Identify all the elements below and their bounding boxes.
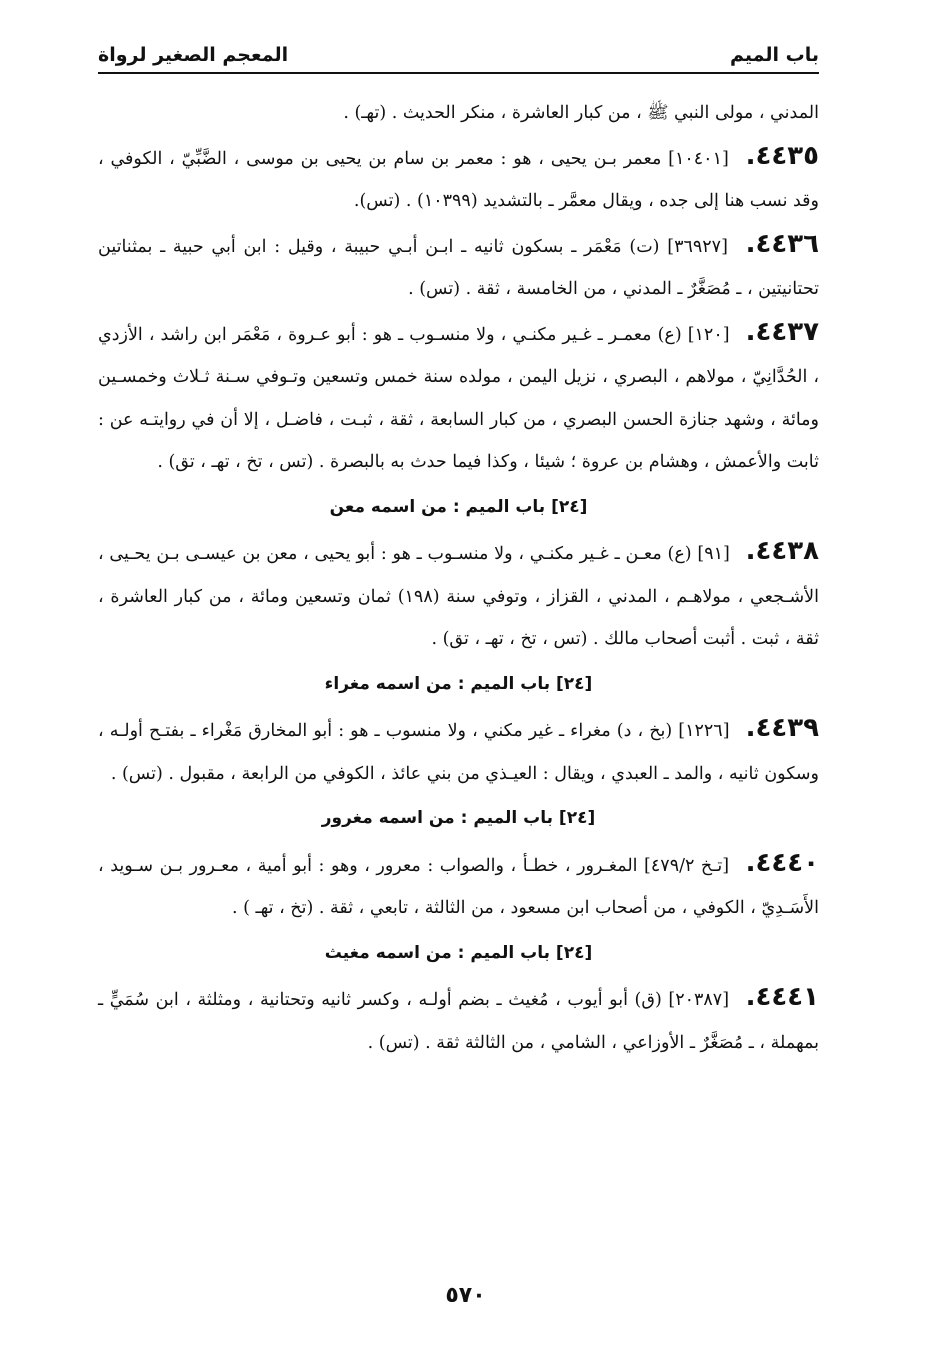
entry-text: [١٢٢٦] (بخ ، د) مغراء ـ غير مكني ، ولا منسوب ـ هو : أبو المخارق مَغْراء ـ بفتـح أولـه ، وسكون ثانيه ، والمد ـ العبدي ، ويقال : العيـذي من بني عائذ ، الكوفي من الرابعة ، مقبول . (تس) . bbox=[98, 721, 819, 784]
entry-4440 bbox=[98, 842, 819, 930]
running-header bbox=[98, 38, 819, 74]
entry-4437 bbox=[98, 311, 819, 484]
entry-4441 bbox=[98, 976, 819, 1064]
section-heading-maghra: [٢٤] باب الميم : من اسمه مغراء bbox=[324, 673, 593, 694]
entry-number: ٤٤٣٥. bbox=[745, 140, 819, 171]
entry-text: [٢٠٣٨٧] (ق) أبو أيوب ، مُغيث ـ بضم أولـه ، وكسر ثانيه وتحتانية ، ومثلثة ، ابن سُمَيٍّ ـ بمهملة ، ـ مُصَغَّرٌ ـ الأوزاعي ، الشامي ، من الثالثة ثقة . (تس) . bbox=[98, 990, 819, 1053]
section-heading-maghrur: [٢٤] باب الميم : من اسمه مغرور bbox=[321, 808, 596, 828]
entry-4438 bbox=[98, 530, 819, 661]
entry-number: ٤٤٣٩. bbox=[745, 713, 819, 743]
entry-4435 bbox=[98, 135, 819, 223]
entry-number: ٤٤٣٧. bbox=[745, 316, 819, 347]
entry-text: [١٠٤٠١] معمر بـن يحيى ، هو : معمر بن سام بن يحيى بن موسى ، الضَّبِّيّ ، الكوفي ، وقد نسب هنا إلى جده ، ويقال معمَّر ـ بالتشديد (١٠٣٩٩) . (تس). bbox=[98, 148, 819, 211]
header-book-title: المعجم الصغير لرواة bbox=[98, 44, 289, 66]
header-chapter-title: باب الميم bbox=[729, 44, 819, 66]
entry-number: ٤٤٣٨. bbox=[745, 536, 819, 566]
entry-4439 bbox=[98, 707, 819, 795]
section-heading-mughith: [٢٤] باب الميم : من اسمه مغيث bbox=[324, 942, 593, 963]
entry-number: ٤٤٣٦. bbox=[745, 228, 819, 259]
entry-text: [١٢٠] (ع) معمـر ـ غـير مكنـي ، ولا منسـوب ـ هو : أبو عـروة ، مَعْمَر ابن راشد ، الأزدي ، الحُدَّانِيّ ، مولاهم ، البصري ، نزيل اليمن ، مولده سنة خمس وتسعين وتـوفي سـنة ثـلاث وخمسـين ومائة ، وشهد جنازة الحسن البصري ، من كبار السابعة ، ثقة ، ثبـت ، فاضـل ، إلا أن في روايتـه عن : ثابت والأعمش ، وهشام بن عروة ؛ شيئا ، وكذا فيما حدث به بالبصرة . (تس ، تخ ، تهـ ، تق) . bbox=[98, 324, 819, 472]
section-heading-maan: [٢٤] باب الميم : من اسمه معن bbox=[329, 496, 588, 517]
entry-text: [٣٦٩٢٧] (ت) مَعْمَر ـ بسكون ثانيه ـ ابـن أبـي حبيبة ، وقيل : ابن أبي حبية ـ بمثناتين تحتانيتين ، ـ مُصَغَّرٌ ـ المدني ، من الخامسة ، ثقة . (تس) . bbox=[98, 236, 819, 299]
entry-text: [تـخ ٤٧٩/٢] المغـرور ، خطـأ ، والصواب : معرور ، وهو : أبو أمية ، معـرور بـن سـويد ، الأَسَـدِيّ ، الكوفي ، من أصحاب ابن مسعود ، من الثالثة ، تابعي ، ثقة . (تخ ، تهـ ) . bbox=[98, 855, 819, 918]
continued-entry-text: المدني ، مولى النبي ﷺ ، من كبار العاشرة ، منكر الحديث . (تهـ) . bbox=[343, 103, 819, 123]
page-number: ٥٧٠ bbox=[445, 1283, 486, 1308]
page-body bbox=[98, 92, 819, 1064]
entry-4436 bbox=[98, 223, 819, 311]
entry-text: [٩١] (ع) معـن ـ غـير مكنـي ، ولا منسـوب ـ هو : أبو يحيى ، معن بن عيسـى بـن يحـيى ، الأشـجعي ، مولاهـم ، المدني ، القزاز ، وتوفي سنة (١٩٨) ثمان وتسعين ومائة ، من كبار العاشرة ، ثقة ، ثبت . أثبت أصحاب مالك . (تس ، تخ ، تهـ ، تق) . bbox=[98, 544, 819, 649]
entry-number: ٤٤٤٠. bbox=[745, 847, 819, 878]
entry-number: ٤٤٤١. bbox=[745, 982, 819, 1012]
